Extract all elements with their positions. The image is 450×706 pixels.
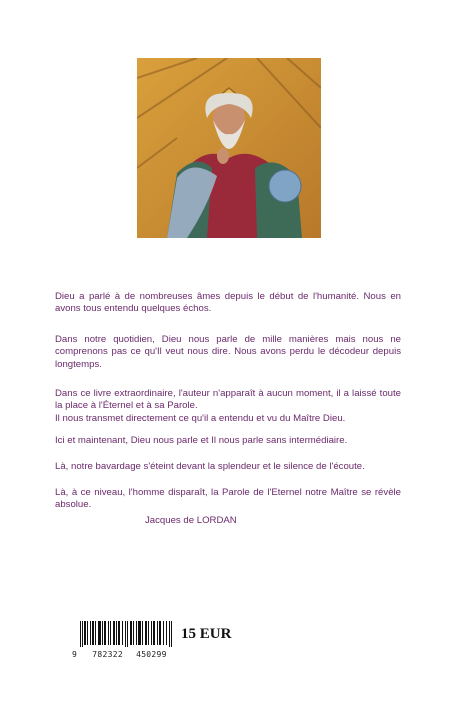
price-label: 15 EUR xyxy=(181,626,232,642)
isbn-group-1: 782322 xyxy=(92,650,123,659)
blurb-paragraph-6: Là, à ce niveau, l'homme disparaît, la Parole de l'Eternel notre Maître se révèle absolue. xyxy=(55,487,401,511)
isbn-group-2: 450299 xyxy=(136,650,167,659)
isbn-first-digit: 9 xyxy=(72,650,78,659)
blurb-paragraph-3: Dans ce livre extraordinaire, l'auteur n'apparaît à aucun moment, il a laissé toute la place à l'Éternel et à sa Parole. Il nous transmet directement ce qu'il a entendu et vu du Maître Dieu. xyxy=(55,388,401,424)
cover-painting xyxy=(137,58,321,238)
author-name: Jacques de LORDAN xyxy=(145,515,237,526)
isbn-barcode xyxy=(80,621,172,647)
isbn-digits xyxy=(72,650,176,659)
blurb-paragraph-1: Dieu a parlé à de nombreuses âmes depuis le début de l'humanité. Nous en avons tous entendu quelques échos. xyxy=(55,291,401,315)
blurb-paragraph-5: Là, notre bavardage s'éteint devant la splendeur et le silence de l'écoute. xyxy=(55,461,365,472)
blurb-paragraph-4: Ici et maintenant, Dieu nous parle et Il nous parle sans intermédiaire. xyxy=(55,435,348,446)
blurb-paragraph-2: Dans notre quotidien, Dieu nous parle de mille manières mais nous ne comprenons pas ce qu'Il veut nous dire. Nous avons perdu le décodeur depuis longtemps. xyxy=(55,334,401,370)
